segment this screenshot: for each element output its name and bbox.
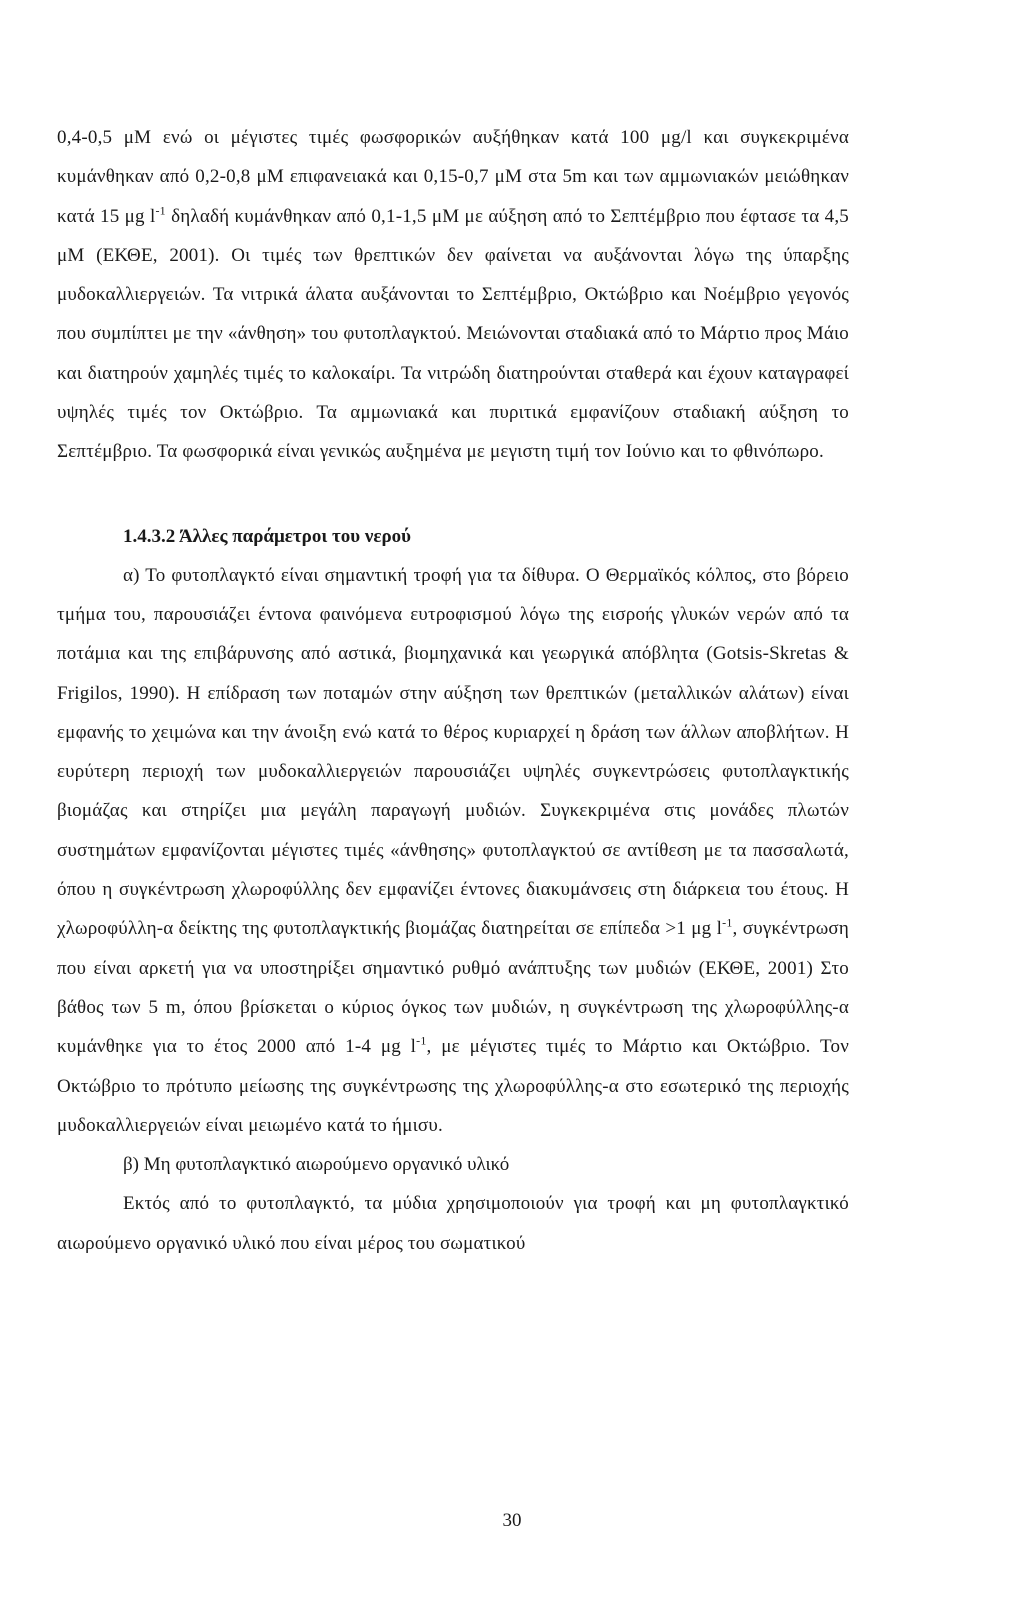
intro-paragraph [57, 118, 849, 472]
section-a-superscript-1: -1 [722, 916, 733, 931]
intro-superscript: -1 [155, 203, 166, 218]
section-b-label: β) Μη φυτοπλαγκτικό αιωρούμενο οργανικό υλικό [123, 1154, 510, 1176]
section-a-text-part2: , συγκέντρωση που είναι αρκετή για να υποστηρίξει σημαντικό ρυθμό ανάπτυξης των μυδιών (ΕΚΘΕ, 2001) Στο βάθος των 5 m, όπου βρίσκεται ο κύριος όγκος των μυδιών, η συγκέντρωση της χλωροφύλλης-α κυμάνθηκε για το έτος 2000 από 1-4 μg l [57, 918, 849, 1058]
section-a-text-part3: , με μέγιστες τιμές το Μάρτιο και Οκτώβριο. Τον Οκτώβριο το πρότυπο μείωσης της συγκέντρωσης της χλωροφύλλης-α στο εσωτερικό της περιοχής μυδοκαλλιεργειών είναι μειωμένο κατά το ήμισυ. [57, 1036, 849, 1136]
section-b-paragraph: Εκτός από το φυτοπλαγκτό, τα μύδια χρησιμοποιούν για τροφή και μη φυτοπλαγκτικό αιωρούμενο οργανικό υλικό που είναι μέρος του σωματικού [57, 1193, 849, 1254]
intro-text-part2: δηλαδή κυμάνθηκαν από 0,1-1,5 μΜ με αύξηση από το Σεπτέμβριο που έφτασε τα 4,5 μΜ (ΕΚΘΕ, 2001). Οι τιμές των θρεπτικών δεν φαίνεται να αυξάνονται λόγω της ύπαρξης μυδοκαλλιεργειών. Τα νιτρικά άλατα αυξάνονται το Σεπτέμβριο, Οκτώβριο και Νοέμβριο γεγονός που συμπίπτει με την «άνθηση» του φυτοπλαγκτού. Μειώνονται σταδιακά από το Μάρτιο προς Μάιο και διατηρούν χαμηλές τιμές το καλοκαίρι. Τα νιτρώδη διατηρούνται σταθερά και έχουν καταγραφεί υψηλές τιμές τον Οκτώβριο. Τα αμμωνιακά και πυριτικά εμφανίζουν σταδιακή αύξηση το Σεπτέμβριο. Τα φωσφορικά είναι γενικώς αυξημένα με μεγιστη τιμή τον Ιούνιο και το φθινόπωρο. [57, 205, 849, 463]
section-heading: 1.4.3.2 Άλλες παράμετροι του νερού [123, 525, 411, 547]
section-a-text-part1: α) Το φυτοπλαγκτό είναι σημαντική τροφή για τα δίθυρα. Ο Θερμαϊκός κόλπος, στο βόρειο τμήμα του, παρουσιάζει έντονα φαινόμενα ευτροφισμού λόγω της εισροής γλυκών νερών από τα ποτάμια και της επιβάρυνσης από αστικά, βιομηχανικά και γεωργικά απόβλητα (Gotsis-Skretas & Frigilos, 1990). Η επίδραση των ποταμών στην αύξηση των θρεπτικών (μεταλλικών αλάτων) είναι εμφανής το χειμώνα και την άνοιξη ενώ κατά το θέρος κυριαρχεί η δράση των άλλων αποβλήτων. Η ευρύτερη περιοχή των μυδοκαλλιεργειών παρουσιάζει υψηλές συγκεντρώσεις φυτοπλαγκτικής βιομάζας και στηρίζει μια μεγάλη παραγωγή μυδιών. Συγκεκριμένα στις μονάδες πλωτών συστημάτων εμφανίζονται μέγιστες τιμές «άνθησης» φυτοπλαγκτού σε αντίθεση με τα πασσαλωτά, όπου η συγκέντρωση χλωροφύλλης δεν εμφανίζει έντονες διακυμάνσεις στη διάρκεια του έτους. Η χλωροφύλλη-α δείκτης της φυτοπλαγκτικής βιομάζας διατηρείται σε επίπεδα >1 μg l [57, 564, 849, 940]
intro-text-part1: 0,4-0,5 μΜ ενώ οι μέγιστες τιμές φωσφορικών αυξήθηκαν κατά 100 μg/l και συγκεκριμένα κυμάνθηκαν από 0,2-0,8 μΜ επιφανειακά και 0,15-0,7 μΜ στα 5m και των αμμωνιακών μειώθηκαν κατά 15 μg l [57, 127, 849, 227]
section-a-paragraph [57, 556, 849, 1145]
section-a-superscript-2: -1 [416, 1033, 427, 1048]
page-number: 30 [502, 1510, 522, 1531]
document-page [57, 118, 849, 1263]
